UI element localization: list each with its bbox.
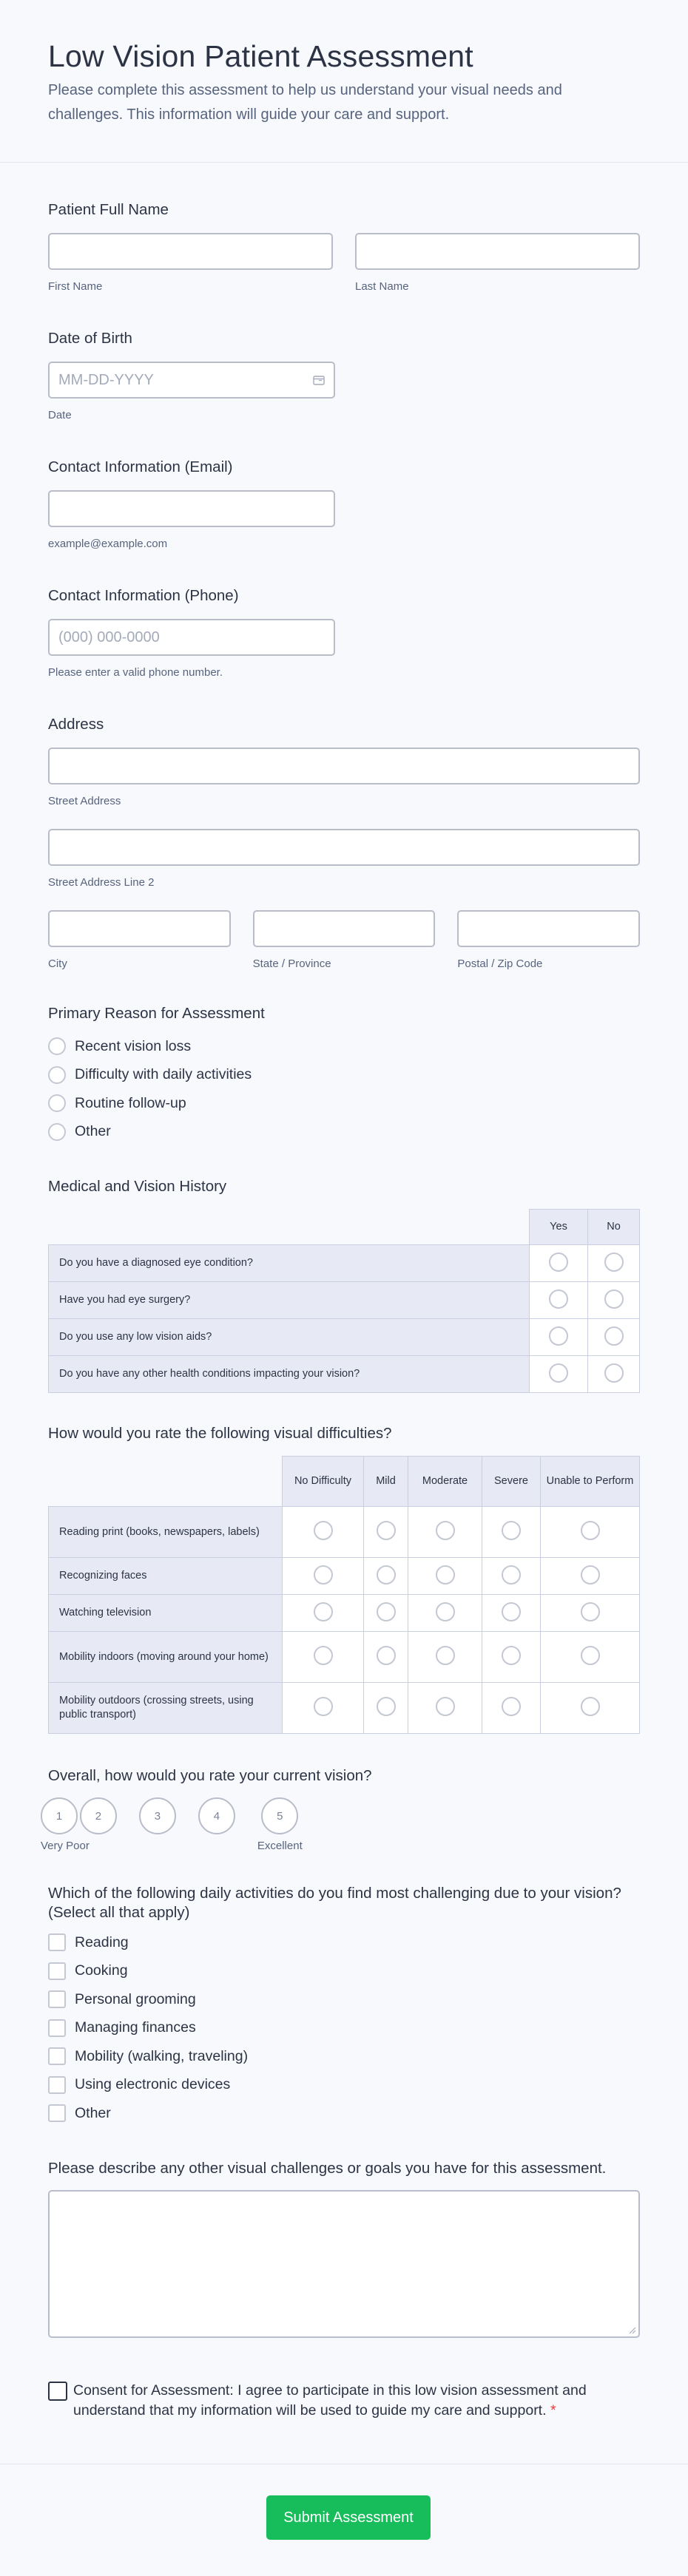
radio-button[interactable] (502, 1646, 521, 1665)
page-title: Low Vision Patient Assessment (48, 39, 473, 73)
address-label: Address (48, 716, 104, 733)
matrix-cell[interactable] (482, 1595, 541, 1632)
matrix-cell[interactable] (364, 1558, 408, 1595)
radio-button[interactable] (549, 1253, 568, 1272)
reason-option[interactable] (48, 1061, 640, 1090)
radio-button[interactable] (502, 1602, 521, 1621)
radio-button[interactable] (48, 1123, 66, 1141)
matrix-column-header: Yes (530, 1210, 588, 1245)
rating-option[interactable]: 2 (80, 1797, 117, 1834)
radio-button[interactable] (581, 1646, 600, 1665)
radio-button[interactable] (314, 1697, 333, 1716)
medical-history-matrix (48, 1209, 640, 1393)
matrix-cell[interactable] (541, 1632, 640, 1683)
first-name-sublabel: First Name (48, 280, 103, 293)
email-input[interactable] (48, 490, 335, 527)
field-email (48, 458, 640, 551)
rating-option[interactable]: 3 (139, 1797, 176, 1834)
street-address-line2-input[interactable] (48, 829, 640, 866)
radio-button[interactable] (314, 1521, 333, 1540)
activity-option-label: Reading (75, 1933, 129, 1950)
matrix-cell[interactable] (364, 1595, 408, 1632)
matrix-cell[interactable] (588, 1245, 640, 1282)
radio-button[interactable] (377, 1646, 396, 1665)
matrix-row-label: Have you had eye surgery? (49, 1282, 530, 1319)
matrix-cell[interactable] (530, 1319, 588, 1356)
street-address-input[interactable] (48, 748, 640, 784)
page-description: Please complete this assessment to help us understand your visual needs and challenges. This information will guide your care and support. (48, 82, 562, 123)
resize-handle-icon[interactable] (629, 2327, 636, 2334)
matrix-cell[interactable] (541, 1558, 640, 1595)
matrix-cell[interactable] (541, 1507, 640, 1558)
radio-button[interactable] (604, 1289, 624, 1309)
state-input[interactable] (253, 910, 436, 947)
matrix-cell[interactable] (530, 1356, 588, 1393)
field-medical-history (48, 1177, 640, 1393)
email-sublabel: example@example.com (48, 538, 168, 550)
field-address (48, 715, 640, 971)
street-address-sublabel: Street Address (48, 795, 121, 807)
matrix-cell[interactable] (283, 1558, 364, 1595)
city-input[interactable] (48, 910, 231, 947)
radio-button[interactable] (48, 1066, 66, 1084)
radio-button[interactable] (377, 1602, 396, 1621)
activity-option-label: Using electronic devices (75, 2076, 231, 2093)
activity-option-label: Other (75, 2104, 111, 2121)
radio-button[interactable] (502, 1521, 521, 1540)
matrix-cell[interactable] (408, 1683, 482, 1734)
reason-option-label: Difficulty with daily activities (75, 1066, 252, 1083)
matrix-column-header: Mild (364, 1457, 408, 1507)
matrix-row-label: Recognizing faces (49, 1558, 283, 1595)
submit-button[interactable]: Submit Assessment (266, 2495, 431, 2540)
activity-option-label: Personal grooming (75, 1990, 196, 2007)
consent-checkbox[interactable] (48, 2382, 67, 2401)
visual-difficulties-label: How would you rate the following visual difficulties? (48, 1425, 392, 1442)
radio-button[interactable] (314, 1565, 333, 1584)
checkbox[interactable] (48, 1933, 66, 1951)
dob-label: Date of Birth (48, 330, 132, 347)
field-consent (48, 2381, 640, 2421)
matrix-column-header: No Difficulty (283, 1457, 364, 1507)
matrix-cell[interactable] (364, 1683, 408, 1734)
last-name-input[interactable] (355, 233, 640, 270)
activity-option[interactable] (48, 1957, 640, 1986)
field-patient-name (48, 200, 640, 294)
activity-option-label: Managing finances (75, 2019, 196, 2036)
field-challenging-activities (48, 1884, 640, 2128)
reason-option-label: Recent vision loss (75, 1037, 192, 1054)
matrix-cell[interactable] (482, 1558, 541, 1595)
matrix-row-label: Mobility indoors (moving around your home) (49, 1632, 283, 1683)
radio-button[interactable] (48, 1037, 66, 1055)
field-phone (48, 586, 640, 679)
radio-button[interactable] (436, 1602, 455, 1621)
activity-option-label: Mobility (walking, traveling) (75, 2047, 249, 2064)
radio-button[interactable] (502, 1565, 521, 1584)
matrix-cell[interactable] (283, 1632, 364, 1683)
primary-reason-label: Primary Reason for Assessment (48, 1005, 265, 1022)
reason-option[interactable] (48, 1118, 640, 1147)
first-name-input[interactable] (48, 233, 333, 270)
radio-button[interactable] (436, 1697, 455, 1716)
field-primary-reason (48, 1004, 640, 1146)
matrix-cell[interactable] (482, 1683, 541, 1734)
activity-option[interactable] (48, 2099, 640, 2128)
radio-button[interactable] (502, 1697, 521, 1716)
matrix-cell[interactable] (408, 1558, 482, 1595)
radio-button[interactable] (549, 1363, 568, 1383)
matrix-cell[interactable] (408, 1507, 482, 1558)
matrix-cell[interactable] (588, 1282, 640, 1319)
field-goals (48, 2159, 640, 2338)
radio-button[interactable] (549, 1326, 568, 1346)
radio-button[interactable] (377, 1521, 396, 1540)
matrix-row-label: Mobility outdoors (crossing streets, using public transport) (49, 1683, 283, 1734)
patient-name-label: Patient Full Name (48, 201, 169, 218)
goals-label: Please describe any other visual challenges or goals you have for this assessment. (48, 2159, 607, 2177)
matrix-column-header: Severe (482, 1457, 541, 1507)
radio-button[interactable] (581, 1697, 600, 1716)
challenging-activities-label: Which of the following daily activities do you find most challenging due to your vision? (Select all that apply) (48, 1885, 621, 1921)
state-sublabel: State / Province (252, 957, 331, 970)
matrix-cell[interactable] (283, 1507, 364, 1558)
matrix-row-label: Do you have any other health conditions impacting your vision? (49, 1356, 530, 1393)
reason-option[interactable] (48, 1089, 640, 1118)
radio-button[interactable] (436, 1646, 455, 1665)
radio-button[interactable] (549, 1289, 568, 1309)
city-sublabel: City (48, 957, 67, 970)
matrix-cell[interactable] (541, 1683, 640, 1734)
overall-rating-label: Overall, how would you rate your current vision? (48, 1767, 372, 1784)
checkbox[interactable] (48, 2047, 66, 2065)
form-header (0, 0, 688, 163)
matrix-cell[interactable] (408, 1632, 482, 1683)
radio-button[interactable] (377, 1565, 396, 1584)
matrix-cell[interactable] (482, 1507, 541, 1558)
rating-option[interactable]: 1 (41, 1797, 78, 1834)
matrix-corner (49, 1210, 530, 1245)
field-date-of-birth (48, 329, 640, 422)
email-label: Contact Information (Email) (48, 458, 233, 475)
medical-history-label: Medical and Vision History (48, 1178, 227, 1195)
reason-option-label: Routine follow-up (75, 1094, 186, 1111)
phone-input[interactable] (48, 619, 335, 656)
activity-option[interactable] (48, 2014, 640, 2043)
checkbox[interactable] (48, 1962, 66, 1980)
form-footer (0, 2464, 688, 2576)
reason-option-label: Other (75, 1123, 111, 1140)
rating-option[interactable]: 4 (198, 1797, 235, 1834)
matrix-cell[interactable] (283, 1683, 364, 1734)
matrix-cell[interactable] (530, 1282, 588, 1319)
radio-button[interactable] (314, 1602, 333, 1621)
matrix-cell[interactable] (588, 1356, 640, 1393)
street-address-line2-sublabel: Street Address Line 2 (48, 876, 155, 889)
activity-option[interactable] (48, 2071, 640, 2100)
matrix-cell[interactable] (530, 1245, 588, 1282)
matrix-row-label: Reading print (books, newspapers, labels) (49, 1507, 283, 1558)
radio-button[interactable] (604, 1326, 624, 1346)
radio-button[interactable] (581, 1565, 600, 1584)
activity-option[interactable] (48, 2042, 640, 2071)
matrix-cell[interactable] (482, 1632, 541, 1683)
last-name-sublabel: Last Name (355, 280, 409, 293)
matrix-row-label: Watching television (49, 1595, 283, 1632)
activity-option[interactable] (48, 1985, 640, 2014)
matrix-cell[interactable] (541, 1595, 640, 1632)
radio-button[interactable] (377, 1697, 396, 1716)
matrix-cell[interactable] (408, 1595, 482, 1632)
matrix-corner (49, 1457, 283, 1507)
dob-sublabel: Date (48, 409, 72, 421)
radio-button[interactable] (604, 1253, 624, 1272)
checkbox[interactable] (48, 2104, 66, 2122)
matrix-row-label: Do you use any low vision aids? (49, 1319, 530, 1356)
activity-option-label: Cooking (75, 1962, 128, 1979)
calendar-icon[interactable] (313, 375, 325, 385)
matrix-cell[interactable] (588, 1319, 640, 1356)
reason-option[interactable] (48, 1032, 640, 1061)
rating-option[interactable]: 5 (261, 1797, 298, 1834)
radio-button[interactable] (436, 1565, 455, 1584)
rating-high-label: Excellent (257, 1840, 303, 1852)
field-overall-rating (41, 1766, 640, 1853)
radio-button[interactable] (581, 1602, 600, 1621)
form-body (0, 200, 688, 2421)
rating-scale (41, 1797, 640, 1853)
required-mark: * (550, 2402, 556, 2419)
radio-button[interactable] (604, 1363, 624, 1383)
radio-button[interactable] (48, 1094, 66, 1112)
visual-difficulties-matrix (48, 1456, 640, 1734)
zip-input[interactable] (457, 910, 640, 947)
checkbox[interactable] (48, 2019, 66, 2037)
checkbox[interactable] (48, 2076, 66, 2094)
zip-sublabel: Postal / Zip Code (457, 957, 543, 970)
matrix-row-label: Do you have a diagnosed eye condition? (49, 1245, 530, 1282)
matrix-column-header: Moderate (408, 1457, 482, 1507)
checkbox[interactable] (48, 1990, 66, 2008)
matrix-column-header: Unable to Perform (541, 1457, 640, 1507)
matrix-cell[interactable] (364, 1507, 408, 1558)
radio-button[interactable] (314, 1646, 333, 1665)
dob-placeholder: MM-DD-YYYY (58, 371, 154, 388)
matrix-cell[interactable] (283, 1595, 364, 1632)
rating-low-label: Very Poor (41, 1840, 90, 1852)
matrix-column-header: No (588, 1210, 640, 1245)
activity-option[interactable] (48, 1928, 640, 1957)
phone-sublabel: Please enter a valid phone number. (48, 666, 223, 679)
field-visual-difficulties (48, 1424, 640, 1734)
consent-text: Consent for Assessment: I agree to participate in this low vision assessment and understand that my information will be used to guide my care and support. (73, 2382, 587, 2419)
radio-button[interactable] (581, 1521, 600, 1540)
matrix-cell[interactable] (364, 1632, 408, 1683)
radio-button[interactable] (436, 1521, 455, 1540)
phone-label: Contact Information (Phone) (48, 587, 239, 604)
dob-input[interactable] (48, 362, 335, 399)
phone-placeholder: (000) 000-0000 (58, 628, 160, 645)
goals-textarea[interactable] (48, 2190, 640, 2338)
